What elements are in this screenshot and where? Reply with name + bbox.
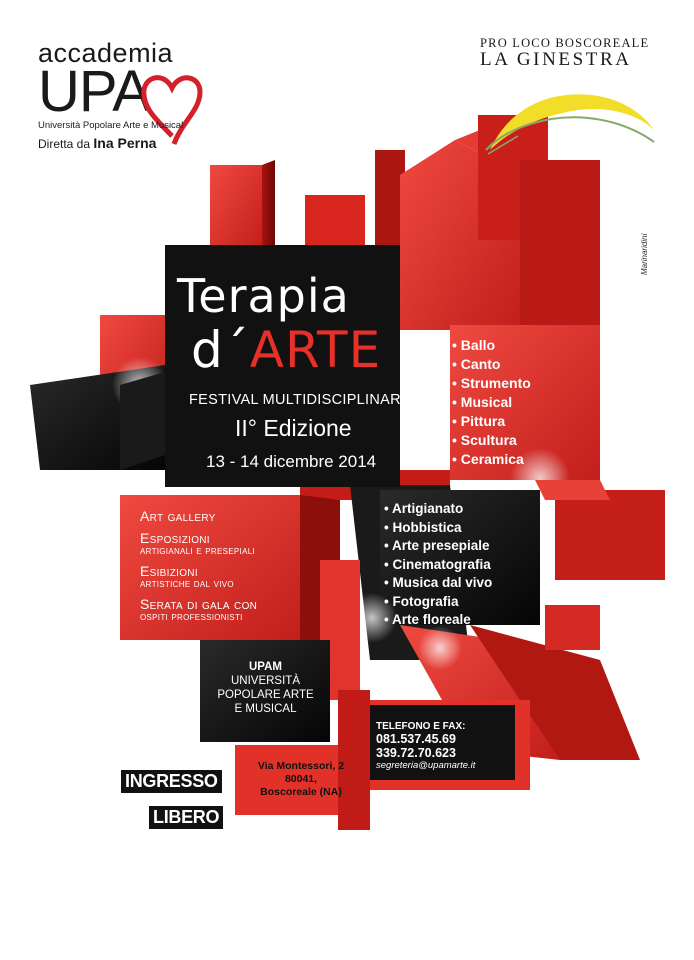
title-box: [165, 245, 411, 487]
pro-loco-logo: [478, 36, 658, 126]
list-item: • Hobbistica: [384, 519, 462, 535]
festival-dates: 13 - 14 dicembre 2014: [206, 452, 377, 471]
ginestra-swoosh-icon: [478, 70, 658, 156]
event-detail: artistiche dal vivo: [140, 578, 234, 590]
event-label: Esibizioni: [140, 562, 198, 579]
director-name: Ina Perna: [93, 135, 157, 151]
event-label: Serata di gala con: [140, 595, 258, 612]
upam-logo: [38, 38, 208, 151]
address-zip: 80041,: [284, 773, 318, 785]
event-exhibitions: [140, 529, 300, 558]
upam-line4: E MUSICAL: [234, 703, 297, 715]
title-darte: [191, 321, 381, 379]
event-detail: artigianali e presepiali: [140, 545, 255, 557]
list-item: • Pittura: [452, 413, 506, 429]
title-d-prefix: d´: [191, 321, 250, 379]
list-item: • Strumento: [452, 375, 531, 391]
list-item: • Fotografia: [384, 593, 459, 609]
signature-text: Marinaridini: [640, 233, 649, 275]
list-item: • Arte presepiale: [384, 538, 490, 553]
logo-accademia: accademia: [38, 38, 174, 68]
heart-icon: [138, 66, 206, 146]
event-label: Art gallery: [140, 508, 216, 524]
list-item: • Cinematografia: [384, 556, 491, 572]
list-item: • Arte floreale: [384, 612, 471, 627]
upam-line2: UNIVERSITÀ: [230, 675, 300, 687]
list-item: • Musical: [452, 394, 513, 410]
directed-by-label: Diretta da: [38, 137, 91, 151]
event-label: Esposizioni: [140, 529, 210, 546]
crafts-list: [384, 500, 492, 630]
ingresso-label: INGRESSO: [121, 770, 222, 793]
pro-loco-line1: PRO LOCO BOSCOREALE: [480, 36, 650, 50]
upam-acronym: UPAM: [248, 661, 282, 673]
event-live-shows: [140, 562, 300, 591]
title-terapia: Terapia: [177, 269, 350, 323]
list-item: • Ceramica: [452, 451, 524, 467]
address-block: [237, 760, 365, 799]
performing-arts-list: [452, 336, 531, 469]
list-item: • Musica dal vivo: [384, 575, 493, 590]
email-address: segreteria@upamarte.it: [376, 760, 476, 771]
event-art-gallery: [140, 508, 300, 525]
upam-info-box: [207, 647, 324, 737]
title-arte-word: ARTE: [249, 321, 382, 379]
event-detail: ospiti professionisti: [140, 611, 243, 623]
upam-line3: POPOLARE ARTE: [217, 689, 314, 701]
list-item: • Canto: [452, 356, 501, 372]
list-item: • Scultura: [452, 432, 517, 448]
edition-label: II° Edizione: [235, 415, 352, 441]
logo-upa: UPA: [38, 59, 150, 124]
festival-subtitle: FESTIVAL MULTIDISCIPLINARE: [189, 392, 411, 408]
event-gala: [140, 595, 300, 624]
libero-label: LIBERO: [149, 806, 223, 829]
artist-signature: [640, 233, 676, 305]
phone-number-1: 081.537.45.69: [376, 732, 456, 746]
events-box: [140, 508, 300, 632]
phone-label: TELEFONO E FAX:: [376, 721, 466, 732]
list-item: • Ballo: [452, 337, 496, 353]
list-item: • Artigianato: [384, 501, 464, 516]
address-city: Boscoreale (NA): [260, 786, 342, 798]
pro-loco-line2: LA GINESTRA: [480, 49, 632, 70]
phone-number-2: 339.72.70.623: [376, 746, 456, 760]
address-street: Via Montessori, 2: [257, 760, 345, 772]
logo-university-name: Università Popolare Arte e Musical: [38, 120, 184, 131]
contact-block: [376, 721, 496, 771]
logo-director-row: [38, 135, 156, 151]
